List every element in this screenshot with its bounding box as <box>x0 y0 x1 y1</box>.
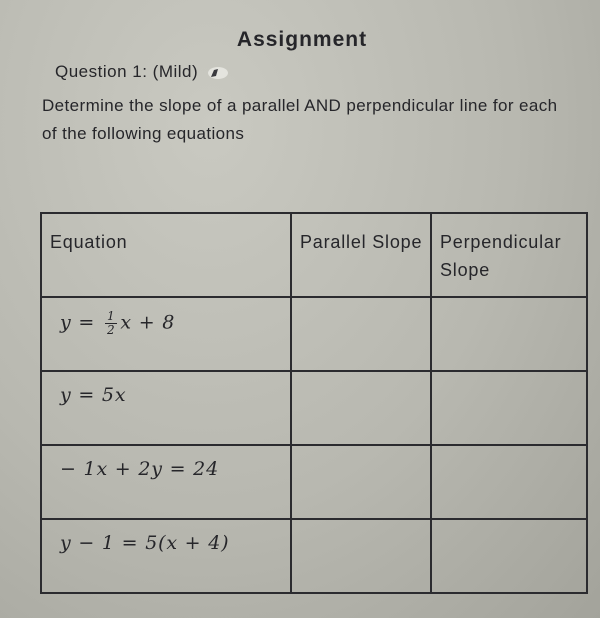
header-parallel-label: Parallel Slope <box>300 232 423 252</box>
instructions-text: Determine the slope of a parallel AND perpendicular line for each of the following equations <box>42 96 558 143</box>
fraction-denominator: 2 <box>106 323 116 337</box>
equation-cell <box>41 297 291 371</box>
equation-text: y = 5x <box>60 384 127 406</box>
equation-prefix: y = <box>60 311 102 334</box>
pencil-icon <box>207 66 229 80</box>
page-title: Assignment <box>236 28 368 51</box>
parallel-slope-cell[interactable] <box>291 297 431 371</box>
header-parallel-slope <box>291 213 431 297</box>
perpendicular-slope-cell[interactable] <box>431 519 587 593</box>
header-equation <box>41 213 291 297</box>
perpendicular-slope-cell[interactable] <box>431 371 587 445</box>
parallel-slope-cell[interactable] <box>291 519 431 593</box>
header-perpendicular-slope <box>431 213 587 297</box>
table-row <box>41 371 587 445</box>
fraction-numerator: 1 <box>106 309 116 323</box>
slope-table <box>40 212 588 594</box>
table-header-row <box>41 213 587 297</box>
equation-cell <box>41 519 291 593</box>
equation-text <box>42 298 290 337</box>
table-row <box>41 519 587 593</box>
table-row <box>41 297 587 371</box>
equation-cell <box>41 371 291 445</box>
parallel-slope-cell[interactable] <box>291 445 431 519</box>
parallel-slope-cell[interactable] <box>291 371 431 445</box>
perpendicular-slope-cell[interactable] <box>431 297 587 371</box>
equation-text: y − 1 = 5(x + 4) <box>60 532 230 554</box>
header-perpendicular-label: Perpendicular Slope <box>440 232 562 280</box>
equation-cell <box>41 445 291 519</box>
perpendicular-slope-cell[interactable] <box>431 445 587 519</box>
equation-suffix: x + 8 <box>120 311 176 334</box>
equation-fraction <box>105 310 117 337</box>
equation-text: − 1x + 2y = 24 <box>60 458 219 480</box>
header-equation-label: Equation <box>50 232 128 252</box>
table-row <box>41 445 587 519</box>
question-label <box>55 62 229 82</box>
question-text: Question 1: (Mild) <box>55 62 199 81</box>
